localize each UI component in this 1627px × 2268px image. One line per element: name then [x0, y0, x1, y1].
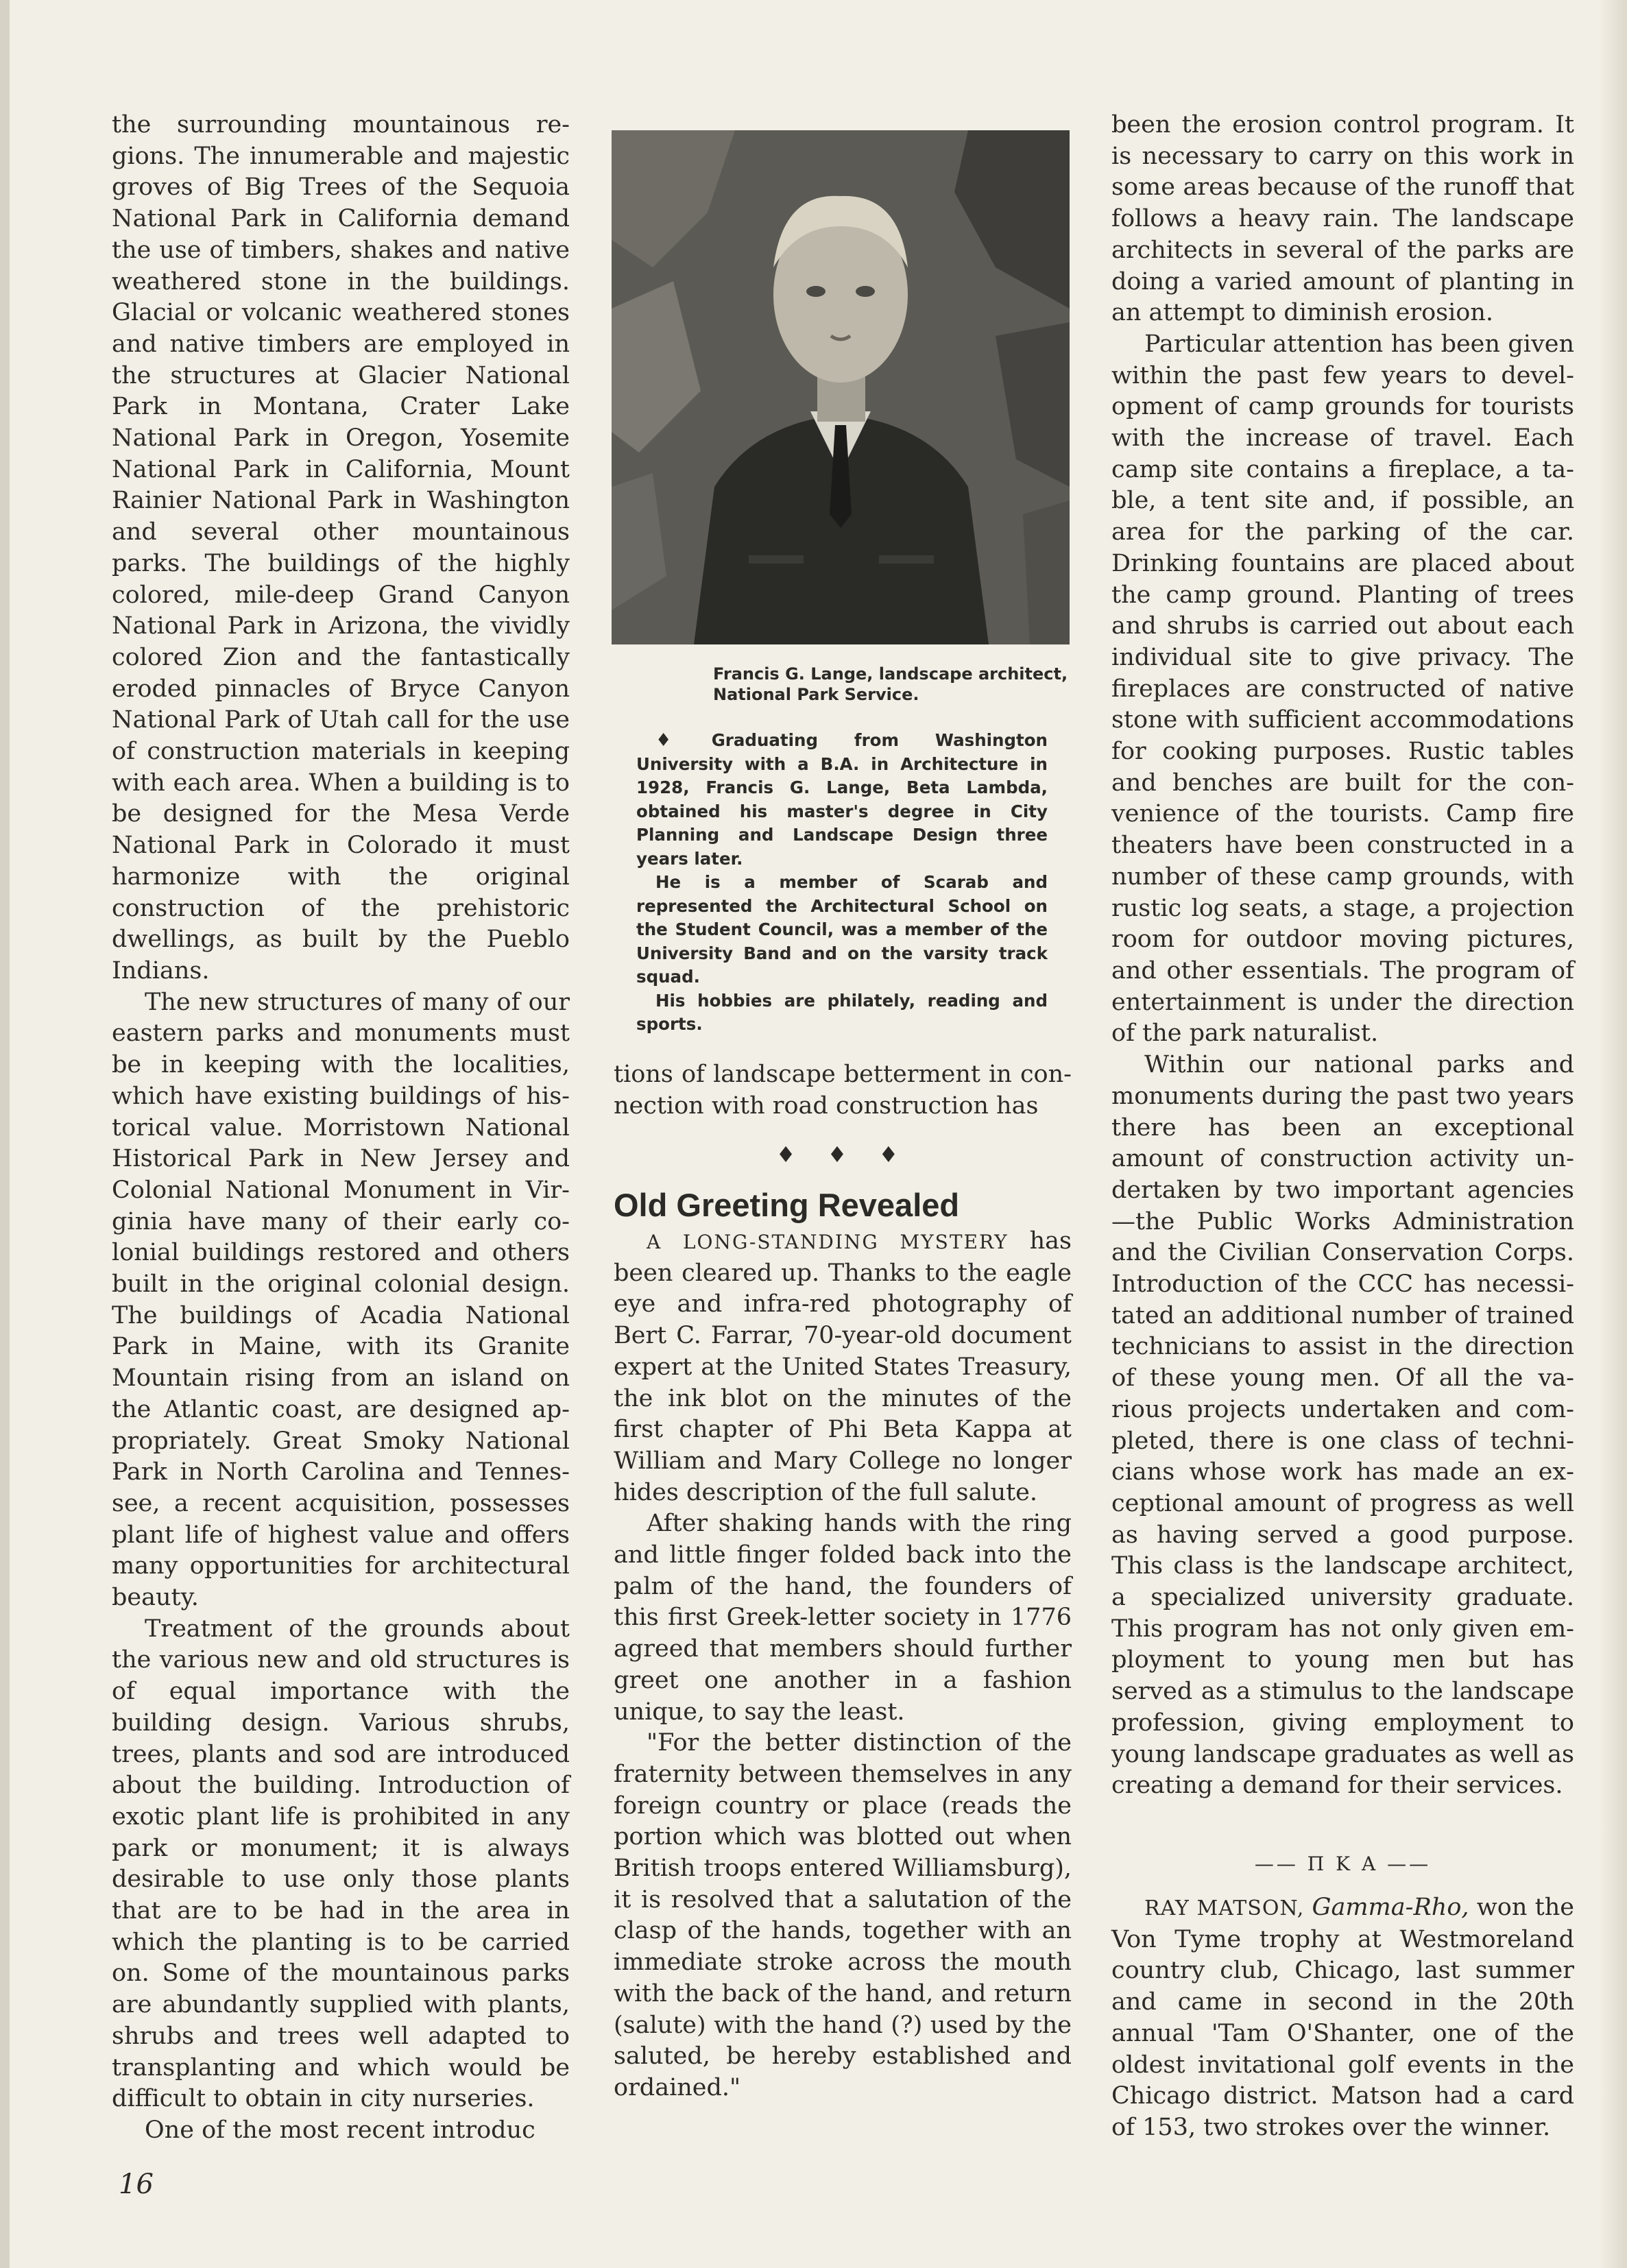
paragraph: Treatment of the grounds about the various new and old structures is of equal importance with the building design. Various shrubs, trees, plants and sod are introduced about the building. Introduction of exotic plant life is prohibited in any park or monument; it is always desirable to use only those plants that are to be had in the area in which the planting is to be carried on. Some of the mountainous parks are abundantly supplied with plants, shrubs and trees well adapted to transplanting and which would be difficult to obtain in city nurseries. — [112, 1615, 570, 2113]
news-chapter: Gamma-Rho, — [1312, 1894, 1469, 1921]
paragraph: The new structures of many of our eastern parks and monuments must be in keeping with the localities, which have existing buildings of historical value. Morristown National Historical Park in New Jersey and Colonial National Monument in Virginia have many of their early colonial buildings restored and others built in the original colonial design. The buildings of Acadia National Park in Maine, with its Granite Mountain rising from an island on the Atlantic coast, are designed appropriately. Great Smoky National Park in North Carolina and Tennessee, a recent acquisition, possesses plant life of highest value and offers many opportunities for architectural beauty. — [112, 988, 570, 1612]
paragraph: has been cleared up. Thanks to the eagle eye and infra-red photography of Bert C. Farrar, 70-year-old document expert at the United States Treasury, the ink blot on the minutes of the first chapter of Phi Beta Kappa at William and Mary College no longer hides description of the full salute. — [614, 1227, 1072, 1506]
bio-paragraph: His hobbies are philately, reading and sports. — [636, 990, 1048, 1034]
bio-sidebar — [636, 729, 1048, 1037]
article-heading: Old Greeting Revealed — [614, 1187, 960, 1223]
paragraph: Within our national parks and monuments during the past two years there has been an exceptional amount of construction activity undertaken by two important agencies —the Public Works Administration and the Civilian Conservation Corps. Introduction of the CCC has necessitated an additional number of trained technicians to assist in the direction of these young men. Of all the various projects undertaken and completed, there is one class of technicians whose work has made an exceptional amount of progress as well as having served a good purpose. This class is the landscape architect, a specialized university graduate. This program has not only given employment to young men but has served as a stimulus to the landscape profession, giving employment to young landscape graduates as well as creating a demand for their services. — [1111, 1051, 1575, 1800]
photo-caption: Francis G. Lange, landscape architect, National Park Service. — [713, 664, 1068, 704]
bio-paragraph: Graduating from Washington University with a B.A. in Architecture in 1928, Francis G. Lange, Beta Lambda, obtained his master's degree in City Planning and Landscape Design three years later. — [636, 730, 1048, 869]
page-shadow — [1600, 0, 1627, 2268]
left-column — [112, 110, 570, 2147]
bio-paragraph: He is a member of Scarab and represented the Architectural School on the Student Council, was a member of the University Band and on the varsity track squad. — [636, 872, 1048, 987]
paragraph: tions of landscape betterment in connection with road construction has — [614, 1061, 1072, 1120]
paragraph: been the erosion control program. It is necessary to carry on this work in some areas because of the runoff that follows a heavy rain. The landscape architects in several of the parks are doing a varied amount of planting in an attempt to diminish erosion. — [1111, 111, 1574, 327]
paragraph: One of the most recent introduc — [145, 2116, 535, 2144]
section-divider: ♦ ♦ ♦ — [775, 1142, 911, 1168]
paragraph: "For the better distinction of the fraternity between themselves in any foreign country or place (reads the portion which was blotted out when British troops entered Williamsburg), it is resolved that a salutation of the clasp of the hands, together with an immediate stroke across the mouth with the back of the hand, and return (salute) with the hand (?) used by the saluted, be hereby established and ordained." — [614, 1729, 1072, 2101]
page-edge — [0, 0, 10, 2268]
news-text: won the Von Tyme trophy at Westmoreland country club, Chicago, last summer and came in second in the 20th annual 'Tam O'Shanter, one of the oldest invitational golf events in the Chicago district. Matson had a card of 153, two strokes over the winner. — [1111, 1894, 1574, 2141]
paragraph: After shaking hands with the ring and little finger folded back into the palm of the hand, the founders of this first Greek-letter society in 1776 agreed that members should further greet one another in a fashion unique, to say the least. — [614, 1510, 1072, 1726]
paragraph: Particular attention has been given within the past few years to development of camp grounds for tourists with the increase of travel. Each camp site contains a fireplace, a table, a tent site and, if possible, an area for the parking of the car. Drinking fountains are placed about the camp ground. Planting of trees and shrubs is carried out about each individual site to give privacy. The fireplaces are constructed of native stone with sufficient accommodations for cooking purposes. Rustic tables and benches are built for the convenience of the tourists. Camp fire theaters have been constructed in a number of these camp grounds, with rustic log seats, a stage, a projection room for outdoor moving pictures, and other essentials. The program of entertainment is under the direction of the park naturalist. — [1111, 330, 1574, 1048]
right-column — [1111, 110, 1574, 1802]
middle-column-article — [614, 1226, 1072, 2104]
news-item — [1111, 1892, 1574, 2144]
middle-column-continuation — [614, 1059, 1072, 1122]
paragraph: the surrounding mountainous regions. The innumerable and majestic groves of Big Trees of the Sequoia National Park in California demand the use of timbers, shakes and native weathered stone in the buildings. Glacial or volcanic weathered stones and native timbers are employed in the structures at Glacier National Park in Montana, Crater Lake National Park in Oregon, Yosemite National Park in California, Mount Rainier National Park in Washington and several other mountainous parks. The buildings of the highly colored, mile-deep Grand Canyon National Park in Arizona, the vividly colored Zion and the fantastically eroded pinnacles of Bryce Canyon National Park of Utah call for the use of construction materials in keeping with each area. When a building is to be designed for the Mesa Verde National Park in Colorado it must harmonize with the original construction of the prehistoric dwellings, as built by the Pueblo Indians. — [112, 111, 570, 985]
news-name: RAY MATSON, — [1144, 1896, 1305, 1920]
page-number: 16 — [119, 2169, 154, 2200]
portrait-photo — [612, 130, 1070, 644]
pika-separator: —— Π K A —— — [1254, 1853, 1432, 1875]
diamond-icon: ♦ — [655, 730, 702, 751]
lead-in: A LONG-STANDING MYSTERY — [647, 1231, 1009, 1253]
portrait-illustration — [612, 130, 1070, 644]
